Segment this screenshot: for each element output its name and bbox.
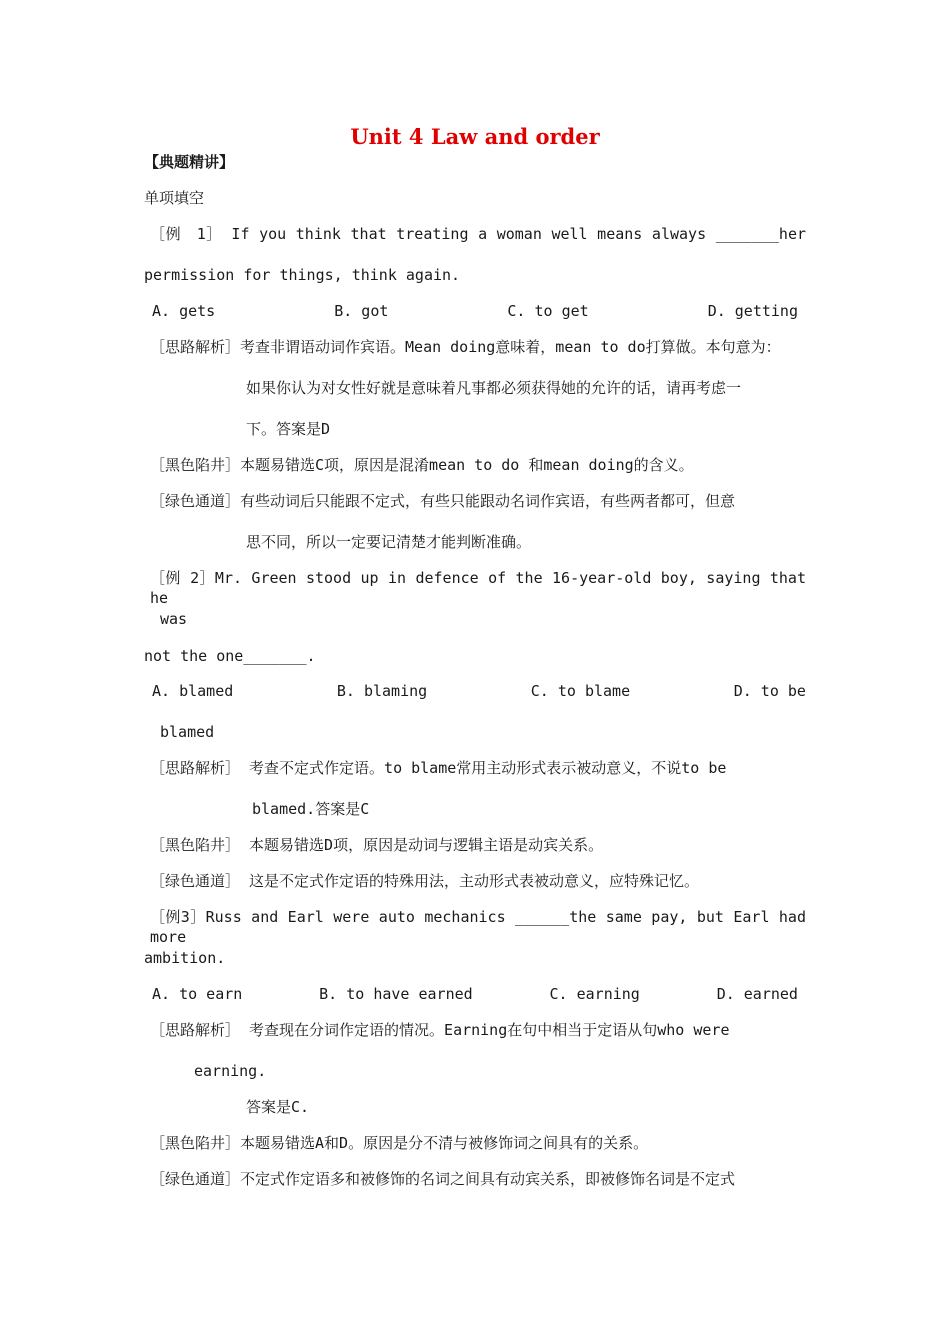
ex2-question-line3: not the one_______. [144,647,316,665]
ex1-options [152,301,798,321]
ex3-option-c: C. earning [549,985,640,1003]
ex3-option-d: D. earned [716,985,798,1003]
ex1-question-line2: permission for things, think again. [144,266,461,284]
ex1-green-line1: ［绿色通道］有些动词后只能跟不定式，有些只能跟动名词作宾语，有些两者都可，但意 [150,492,736,510]
ex2-question-line2: was [160,610,188,628]
ex2-green: ［绿色通道］ 这是不定式作定语的特殊用法，主动形式表被动意义，应特殊记忆。 [150,872,700,890]
ex3-analysis-line2: earning. [194,1062,267,1080]
ex3-option-b: B. to have earned [319,985,473,1003]
ex3-analysis-line3: 答案是C. [246,1098,310,1116]
ex1-trap: ［黑色陷井］本题易错选C项，原因是混淆mean to do 和mean doing的含义。 [150,456,694,474]
ex2-trap: ［黑色陷井］ 本题易错选D项，原因是动词与逻辑主语是动宾关系。 [150,836,604,854]
ex1-option-b: B. got [334,302,389,320]
ex1-analysis-line3: 下。答案是D [246,420,331,438]
ex2-option-d-tail: blamed [160,723,215,741]
ex1-question-line1: ［例 1］ If you think that treating a woman well means always _______her [150,225,806,243]
page-title: Unit 4 Law and order [350,124,600,149]
ex1-analysis-line2: 如果你认为对女性好就是意味着凡事都必须获得她的允许的话，请再考虑一 [246,379,742,397]
ex1-option-d: D. getting [707,302,798,320]
ex3-options [152,984,798,1004]
ex2-analysis-line1: ［思路解析］ 考查不定式作定语。to blame常用主动形式表示被动意义，不说to be [150,759,727,777]
ex3-analysis-line1: ［思路解析］ 考查现在分词作定语的情况。Earning在句中相当于定语从句who were [150,1021,730,1039]
ex2-option-a: A. blamed [152,682,234,700]
ex3-question-line1: ［例3］Russ and Earl were auto mechanics ______the same pay, but Earl had more [150,908,806,946]
ex2-options [152,681,806,701]
ex1-analysis-line1: ［思路解析］考查非谓语动词作宾语。Mean doing意味着，mean to do打算做。本句意为： [150,338,781,356]
ex1-option-a: A. gets [152,302,216,320]
ex1-option-c: C. to get [507,302,589,320]
ex3-option-a: A. to earn [152,985,243,1003]
ex2-option-d: D. to be [733,682,806,700]
ex2-option-c: C. to blame [530,682,631,700]
ex2-question-line1: ［例 2］Mr. Green stood up in defence of the 16-year-old boy, saying that he [150,569,806,607]
ex3-trap: ［黑色陷井］本题易错选A和D。原因是分不清与被修饰词之间具有的关系。 [150,1134,649,1152]
ex2-option-b: B. blaming [336,682,428,700]
subsection-title: 单项填空 [144,189,205,207]
ex2-analysis-line2: blamed.答案是C [252,800,370,818]
ex3-green: ［绿色通道］不定式作定语多和被修饰的名词之间具有动宾关系，即被修饰名词是不定式 [150,1170,736,1188]
ex1-green-line2: 思不同，所以一定要记清楚才能判断准确。 [246,533,532,551]
ex3-question-line2: ambition. [144,949,226,967]
section-header: 【典题精讲】 [144,153,235,171]
